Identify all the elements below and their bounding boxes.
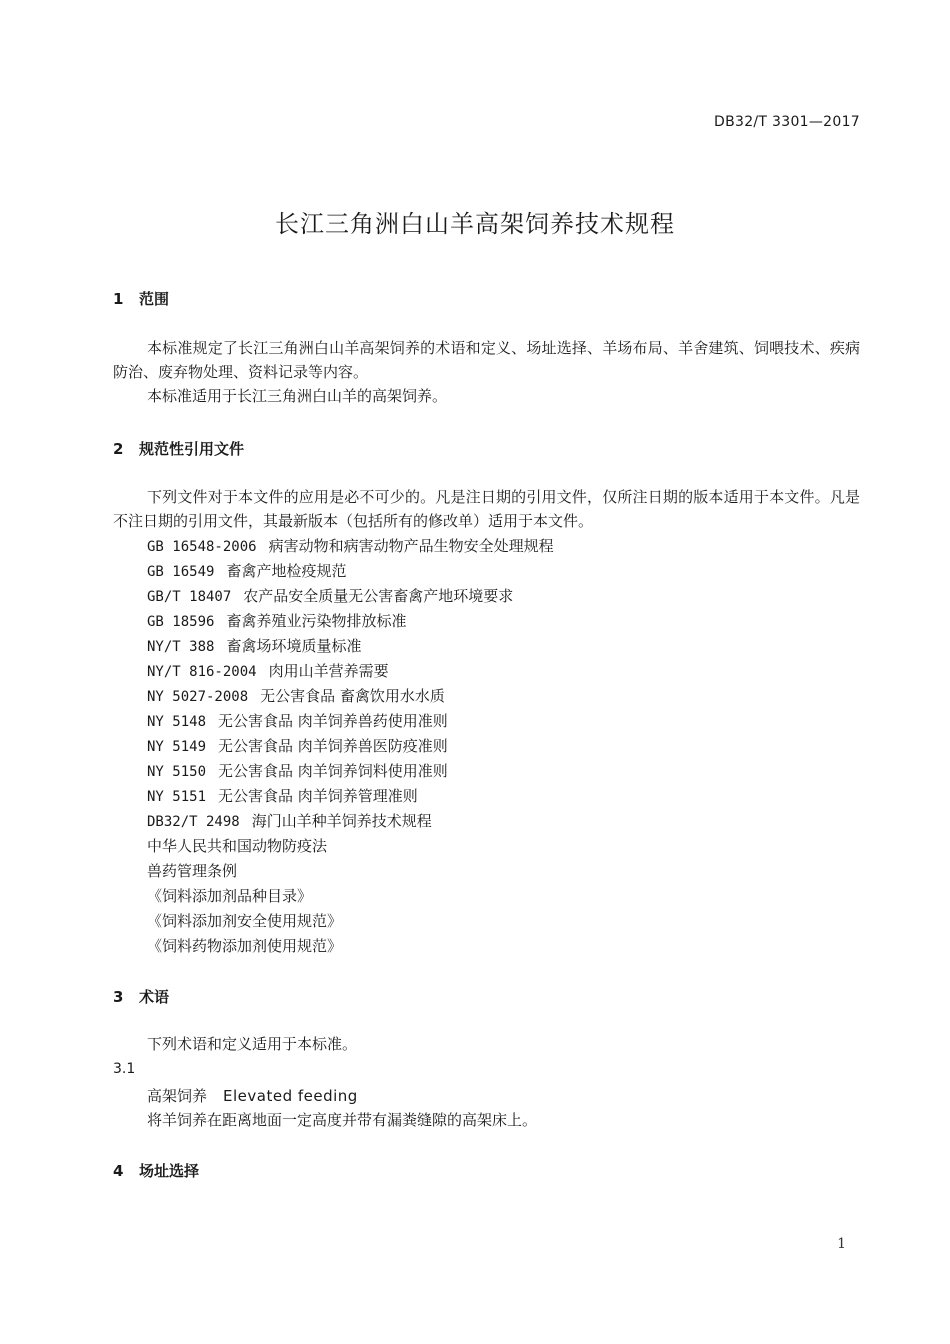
reference-item (147, 661, 389, 682)
reference-name: 农产品安全质量无公害畜禽产地环境要求 (243, 587, 514, 605)
reference-name: 畜禽养殖业污染物排放标准 (226, 612, 407, 630)
reference-name: 无公害食品 肉羊饲养饲料使用准则 (218, 762, 448, 780)
reference-name: 畜禽产地检疫规范 (226, 562, 347, 580)
reference-name: 畜禽场环境质量标准 (226, 637, 362, 655)
section-title: 范围 (139, 290, 170, 308)
reference-name: 无公害食品 肉羊饲养管理准则 (218, 787, 418, 805)
reference-name: 无公害食品 肉羊饲养兽药使用准则 (218, 712, 448, 730)
section-title: 规范性引用文件 (139, 440, 245, 458)
term-definition: 将羊饲养在距离地面一定高度并带有漏粪缝隙的高架床上。 (147, 1111, 538, 1129)
reference-code: GB 16548-2006 (147, 539, 257, 555)
reference-item (147, 761, 448, 782)
reference-item (147, 811, 432, 832)
scope-paragraph-2: 本标准适用于长江三角洲白山羊的高架饲养。 (147, 387, 448, 405)
document-code: DB32/T 3301—2017 (714, 114, 860, 130)
reference-item (147, 561, 346, 582)
reference-code: NY/T 816-2004 (147, 664, 257, 680)
reference-code: NY/T 388 (147, 639, 215, 655)
terms-intro: 下列术语和定义适用于本标准。 (147, 1035, 358, 1053)
document-title: 长江三角洲白山羊高架饲养技术规程 (275, 210, 675, 238)
reference-item (147, 686, 445, 707)
reference-item (147, 636, 361, 657)
section-3-heading (113, 986, 169, 1007)
section-2-heading (113, 438, 244, 459)
reference-code: GB 16549 (147, 564, 215, 580)
reference-plain-item: 兽药管理条例 (147, 862, 238, 880)
reference-item (147, 736, 448, 757)
section-number: 1 (113, 290, 124, 308)
reference-code: GB 18596 (147, 614, 215, 630)
reference-plain-item: 《饲料添加剂品种目录》 (147, 887, 313, 905)
page-number: 1 (837, 1236, 846, 1252)
section-number: 2 (113, 440, 124, 458)
reference-code: NY 5148 (147, 714, 207, 730)
scope-paragraph-1: 本标准规定了长江三角洲白山羊高架饲养的术语和定义、场址选择、羊场布局、羊舍建筑、饲喂技术、疾病防治、废弃物处理、资料记录等内容。 (113, 339, 860, 381)
reference-name: 肉用山羊营养需要 (268, 662, 389, 680)
section-number: 4 (113, 1162, 124, 1180)
reference-plain-item: 中华人民共和国动物防疫法 (147, 837, 328, 855)
reference-plain-item: 《饲料添加剂安全使用规范》 (147, 912, 343, 930)
clause-number: 3.1 (113, 1061, 136, 1077)
reference-code: NY 5150 (147, 764, 207, 780)
reference-name: 海门山羊种羊饲养技术规程 (251, 812, 432, 830)
reference-name: 无公害食品 肉羊饲养兽医防疫准则 (218, 737, 448, 755)
reference-code: NY 5149 (147, 739, 207, 755)
reference-item (147, 611, 406, 632)
term-english: Elevated feeding (223, 1087, 358, 1105)
reference-name: 病害动物和病害动物产品生物安全处理规程 (268, 537, 554, 555)
reference-item (147, 536, 554, 557)
reference-code: NY 5151 (147, 789, 207, 805)
section-1-heading (113, 288, 169, 309)
reference-code: GB/T 18407 (147, 589, 232, 605)
reference-item (147, 711, 448, 732)
reference-item (147, 786, 418, 807)
section-title: 术语 (139, 988, 170, 1006)
term-heading (147, 1085, 358, 1106)
section-number: 3 (113, 988, 124, 1006)
term-chinese: 高架饲养 (147, 1087, 208, 1105)
reference-code: NY 5027-2008 (147, 689, 249, 705)
references-intro: 下列文件对于本文件的应用是必不可少的。凡是注日期的引用文件，仅所注日期的版本适用于本文件。凡是不注日期的引用文件，其最新版本（包括所有的修改单）适用于本文件。 (113, 488, 860, 530)
reference-plain-item: 《饲料药物添加剂使用规范》 (147, 937, 343, 955)
reference-code: DB32/T 2498 (147, 814, 240, 830)
section-title: 场址选择 (139, 1162, 200, 1180)
reference-name: 无公害食品 畜禽饮用水水质 (260, 687, 445, 705)
section-4-heading (113, 1160, 199, 1181)
reference-item (147, 586, 513, 607)
